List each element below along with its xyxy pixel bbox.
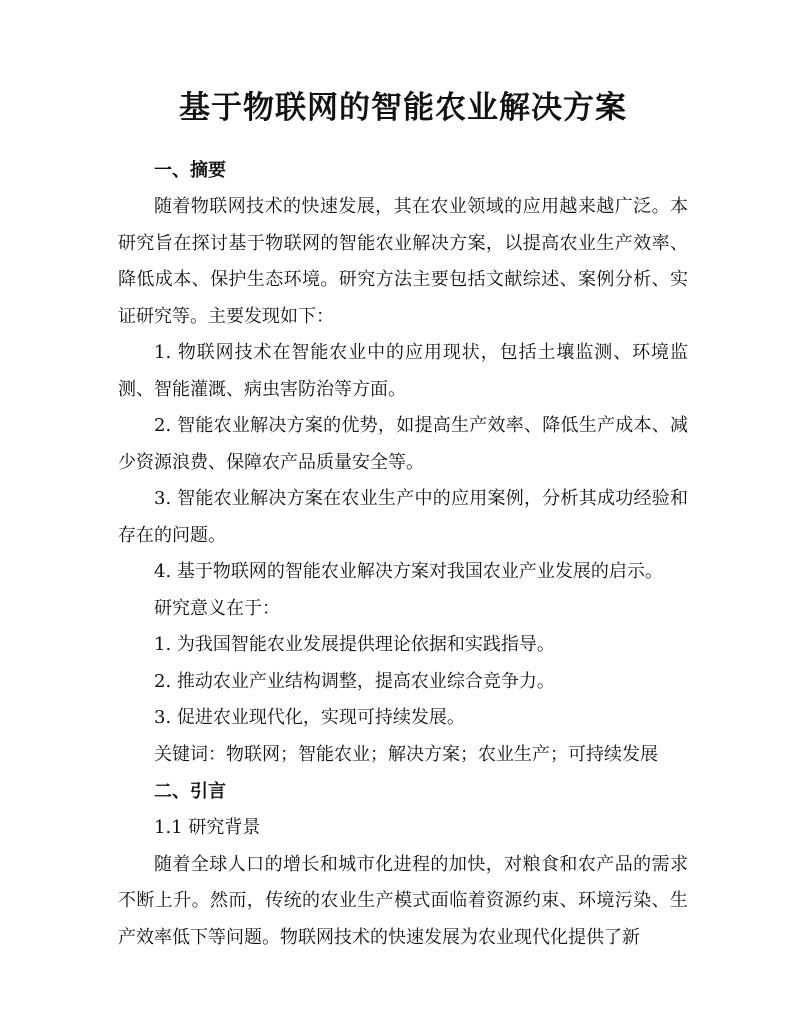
significance-item-1: 1. 为我国智能农业发展提供理论依据和实践指导。	[154, 634, 555, 655]
finding-item-2: 2. 智能农业解决方案的优势，如提高生产效率、降低生产成本、减少资源浪费、保障农产品质量安全等。	[118, 415, 688, 473]
abstract-heading: 一、摘要	[154, 160, 226, 181]
abstract-paragraph: 随着物联网技术的快速发展，其在农业领域的应用越来越广泛。本研究旨在探讨基于物联网的智能农业解决方案，以提高农业生产效率、降低成本、保护生态环境。研究方法主要包括文献综述、案例分析、实证研究等。主要发现如下：	[118, 196, 688, 327]
finding-item-3: 3. 智能农业解决方案在农业生产中的应用案例，分析其成功经验和存在的问题。	[118, 488, 688, 546]
keywords-line: 关键词：物联网；智能农业；解决方案；农业生产；可持续发展	[154, 743, 658, 765]
background-paragraph: 随着全球人口的增长和城市化进程的加快，对粮食和农产品的需求不断上升。然而，传统的农业生产模式面临着资源约束、环境污染、生产效率低下等问题。物联网技术的快速发展为农业现代化提供了新	[118, 853, 688, 948]
significance-item-2: 2. 推动农业产业结构调整，提高农业综合竞争力。	[154, 670, 555, 692]
finding-item-1: 1. 物联网技术在智能农业中的应用现状，包括土壤监测、环境监测、智能灌溉、病虫害防治等方面。	[118, 342, 688, 400]
significance-item-3: 3. 促进农业现代化，实现可持续发展。	[154, 707, 465, 728]
finding-item-4: 4. 基于物联网的智能农业解决方案对我国农业产业发展的启示。	[154, 561, 663, 582]
significance-label: 研究意义在于：	[154, 597, 280, 619]
subsection-heading: 1.1 研究背景	[154, 817, 261, 838]
document-title: 基于物联网的智能农业解决方案	[179, 90, 627, 126]
intro-heading: 二、引言	[154, 781, 226, 802]
